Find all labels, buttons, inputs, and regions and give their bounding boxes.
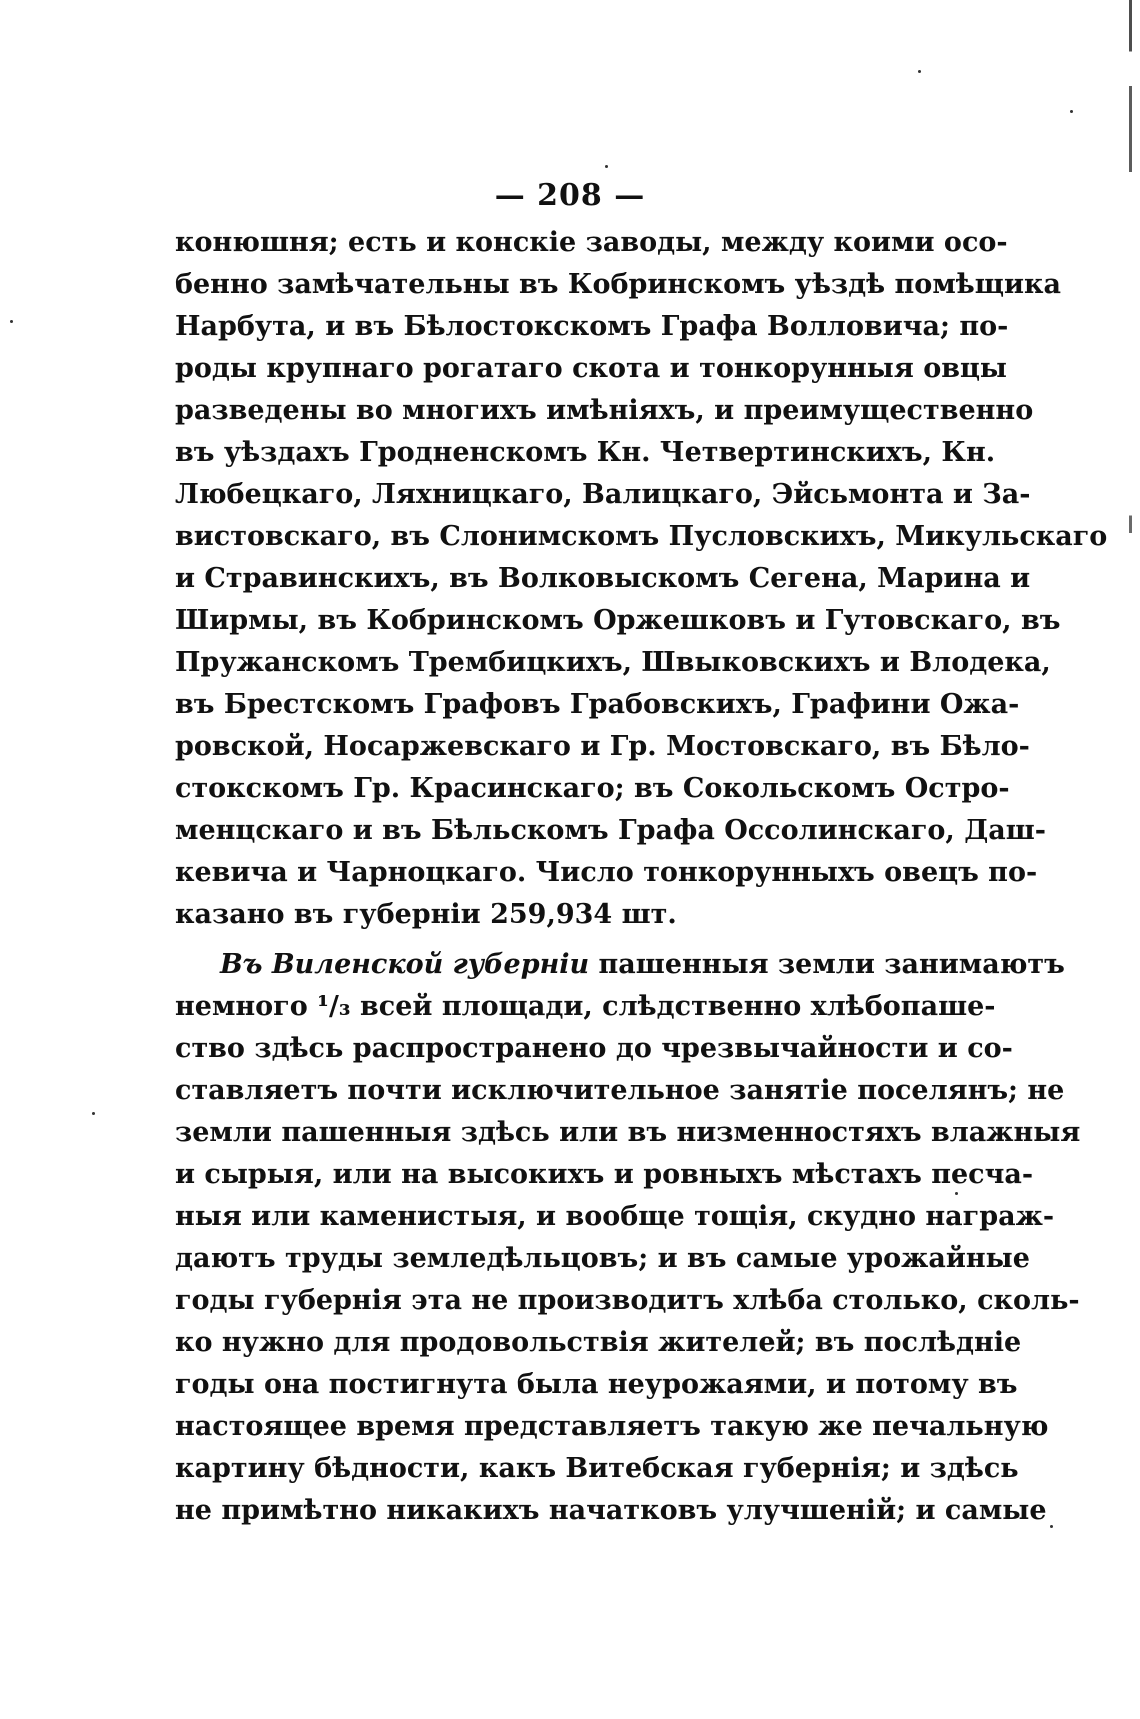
- scan-speck: [92, 1112, 95, 1115]
- page-edge-shadow: [1129, 0, 1132, 1719]
- text-line-rest: пашенныя земли занимаютъ: [589, 949, 1065, 980]
- text-line: въ уѣздахъ Гродненскомъ Кн. Четвертинскихъ, Кн.: [175, 437, 996, 468]
- text-line: ставляетъ почти исключительное занятіе поселянъ; не: [175, 1075, 1065, 1106]
- text-line: казано въ губерніи 259,934 шт.: [175, 899, 677, 930]
- scan-speck: [1050, 1525, 1053, 1528]
- scan-speck: [10, 320, 13, 323]
- text-line: вистовскаго, въ Слонимскомъ Пусловскихъ, Микульскаго: [175, 521, 1108, 552]
- text-line: не примѣтно никакихъ начатковъ улучшеній; и самые: [175, 1495, 1047, 1526]
- text-line: годы она постигнута была неурожаями, и потому въ: [175, 1369, 1018, 1400]
- text-line: конюшня; есть и конскіе заводы, между коими осо-: [175, 227, 1008, 258]
- text-line: земли пашенныя здѣсь или въ низменностяхъ влажныя: [175, 1117, 1081, 1148]
- paragraph-1: [175, 222, 1108, 936]
- text-line: Ширмы, въ Кобринскомъ Оржешковъ и Гутовскаго, въ: [175, 605, 1061, 636]
- text-line: настоящее время представляетъ такую же печальную: [175, 1411, 1049, 1442]
- text-line: ровской, Носаржевскаго и Гр. Мостовскаго, въ Бѣло-: [175, 731, 1030, 762]
- text-line: бенно замѣчательны въ Кобринскомъ уѣздѣ помѣщика: [175, 269, 1061, 300]
- scan-speck: [605, 165, 608, 168]
- text-line: менцскаго и въ Бѣльскомъ Графа Оссолинскаго, Даш-: [175, 815, 1046, 846]
- text-line: ко нужно для продовольствія жителей; въ послѣдніе: [175, 1327, 1022, 1358]
- text-line: Нарбута, и въ Бѣлостокскомъ Графа Волловича; по-: [175, 311, 1009, 342]
- text-line-first: [175, 944, 1065, 986]
- scan-speck: [1070, 110, 1073, 113]
- text-line: и сырыя, или на высокихъ и ровныхъ мѣстахъ песча-: [175, 1159, 1034, 1190]
- text-line: разведены во многихъ имѣніяхъ, и преимущественно: [175, 395, 1034, 426]
- text-line: ство здѣсь распространено до чрезвычайности и со-: [175, 1033, 1013, 1064]
- text-line: годы губернія эта не производитъ хлѣба столько, сколь-: [175, 1285, 1080, 1316]
- text-line: немного ¹/₃ всей площади, слѣдственно хлѣбопаше-: [175, 991, 996, 1022]
- body-text: [175, 222, 1108, 1532]
- scan-speck: [918, 70, 921, 73]
- text-line: въ Брестскомъ Графовъ Грабовскихъ, Графини Ожа-: [175, 689, 1020, 720]
- paragraph-2: [175, 944, 1081, 1532]
- text-line: и Стравинскихъ, въ Волковыскомъ Сегена, Марина и: [175, 563, 1031, 594]
- text-line: ныя или каменистыя, и вообще тощія, скудно награж-: [175, 1201, 1055, 1232]
- text-line: Любецкаго, Ляхницкаго, Валицкаго, Эйсьмонта и За-: [175, 479, 1031, 510]
- italic-lead: Въ Виленской губерніи: [220, 949, 590, 980]
- text-line: роды крупнаго рогатаго скота и тонкорунныя овцы: [175, 353, 1007, 384]
- text-line: стокскомъ Гр. Красинскаго; въ Сокольскомъ Остро-: [175, 773, 1010, 804]
- text-line: кевича и Чарноцкаго. Число тонкорунныхъ овецъ по-: [175, 857, 1038, 888]
- scan-speck: [955, 1192, 958, 1195]
- paragraph-gap: [175, 936, 930, 944]
- text-line: картину бѣдности, какъ Витебская губернія; и здѣсь: [175, 1453, 1019, 1484]
- text-line: Пружанскомъ Трембицкихъ, Швыковскихъ и Влодека,: [175, 647, 1051, 678]
- text-line: даютъ труды земледѣльцовъ; и въ самые урожайные: [175, 1243, 1030, 1274]
- page-number: — 208 —: [494, 178, 646, 213]
